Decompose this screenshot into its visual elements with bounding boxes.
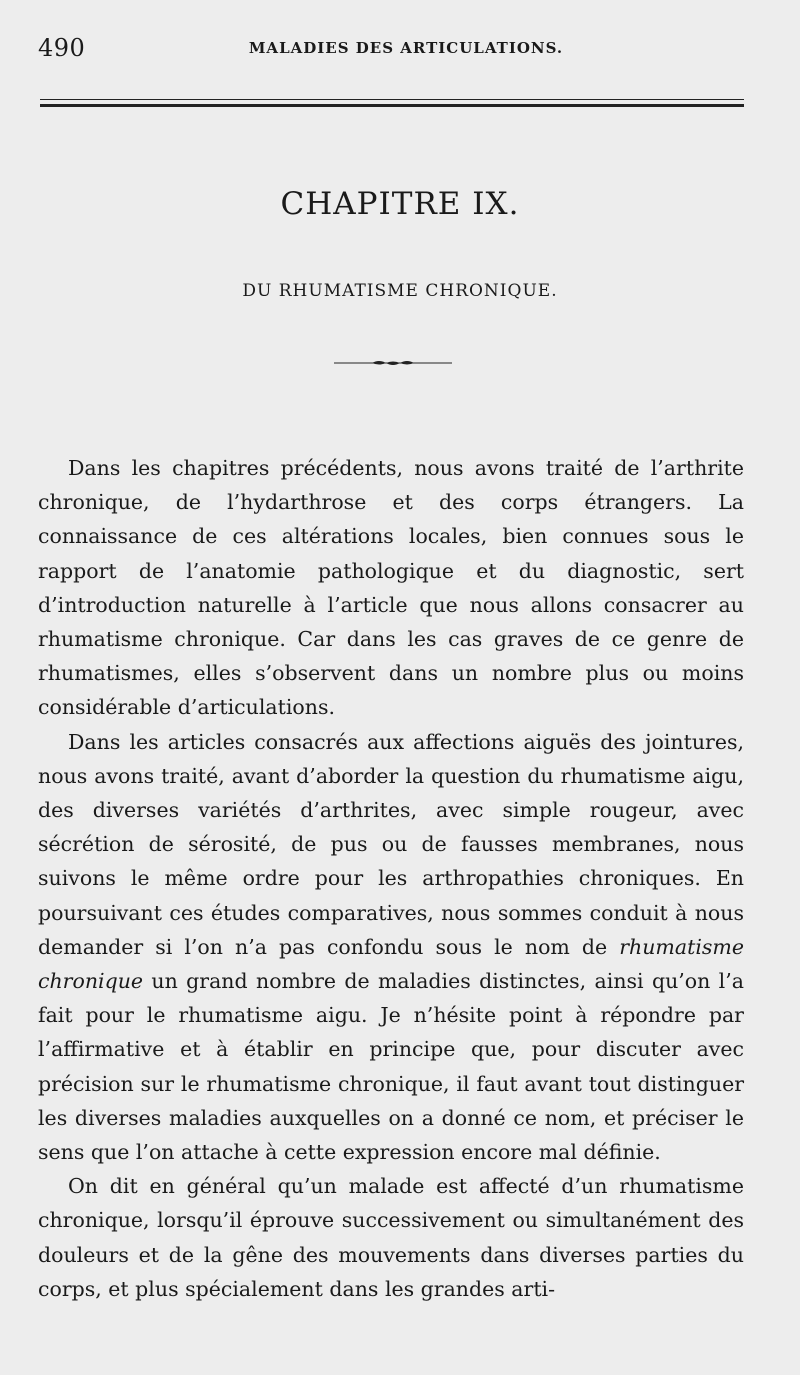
chapter-title: CHAPITRE IX. (280, 186, 520, 222)
header-rule-thick (40, 104, 744, 107)
chapter-subtitle: DU RHUMATISME CHRONIQUE. (242, 281, 558, 301)
page-header (38, 34, 744, 62)
body-text (38, 451, 744, 1306)
paragraph-1: Dans les chapitres précédents, nous avons traité de l’arthrite chronique, de l’hydarthrose et des corps étrangers. La connaissance de ces altérations locales, bien connues sous le rapport de l’anatomie pathologique et du diagnostic, sert d’introduction naturelle à l’article que nous allons consacrer au rhumatisme chronique. Car dans les cas graves de ce genre de rhumatismes, elles s’observent dans un nombre plus ou moins considérable d’articulations. (38, 456, 744, 720)
header-rule-thin (40, 99, 744, 100)
running-head: MALADIES DES ARTICULATIONS. (248, 39, 564, 57)
paragraph-2-part-1: Dans les articles consacrés aux affections aiguës des jointures, nous avons traité, avant d’aborder la question du rhumatisme aigu, des diverses variétés d’arthrites, avec simple rougeur, avec sécrétion de sérosité, de pus ou de fausses membranes, nous suivons le même ordre pour les arthropathies chroniques. En poursuivant ces études comparatives, nous sommes conduit à nous demander si l’on n’a pas confondu sous le nom de (38, 729, 744, 959)
paragraph-3: On dit en général qu’un malade est affecté d’un rhumatisme chronique, lorsqu’il éprouve successivement ou simultanément des douleurs et de la gêne des mouvements dans diverses parties du corps, et plus spécialement dans les grandes arti- (38, 1174, 744, 1301)
paragraph-2-part-2: un grand nombre de maladies distinctes, ainsi qu’on l’a fait pour le rhumatisme aigu. Je n’hésite point à répondre par l’affirmative et à établir en principe que, pour discuter avec précision sur le rhumatisme chronique, il faut avant tout distinguer les diverses maladies auxquelles on a donné ce nom, et préciser le sens que l’on attache à cette expression encore mal définie. (38, 969, 744, 1165)
ornament-divider-icon (334, 357, 452, 369)
page-number: 490 (38, 34, 86, 62)
italic-term: rhumatisme chronique (38, 934, 744, 994)
paragraph-2 (38, 725, 744, 1170)
